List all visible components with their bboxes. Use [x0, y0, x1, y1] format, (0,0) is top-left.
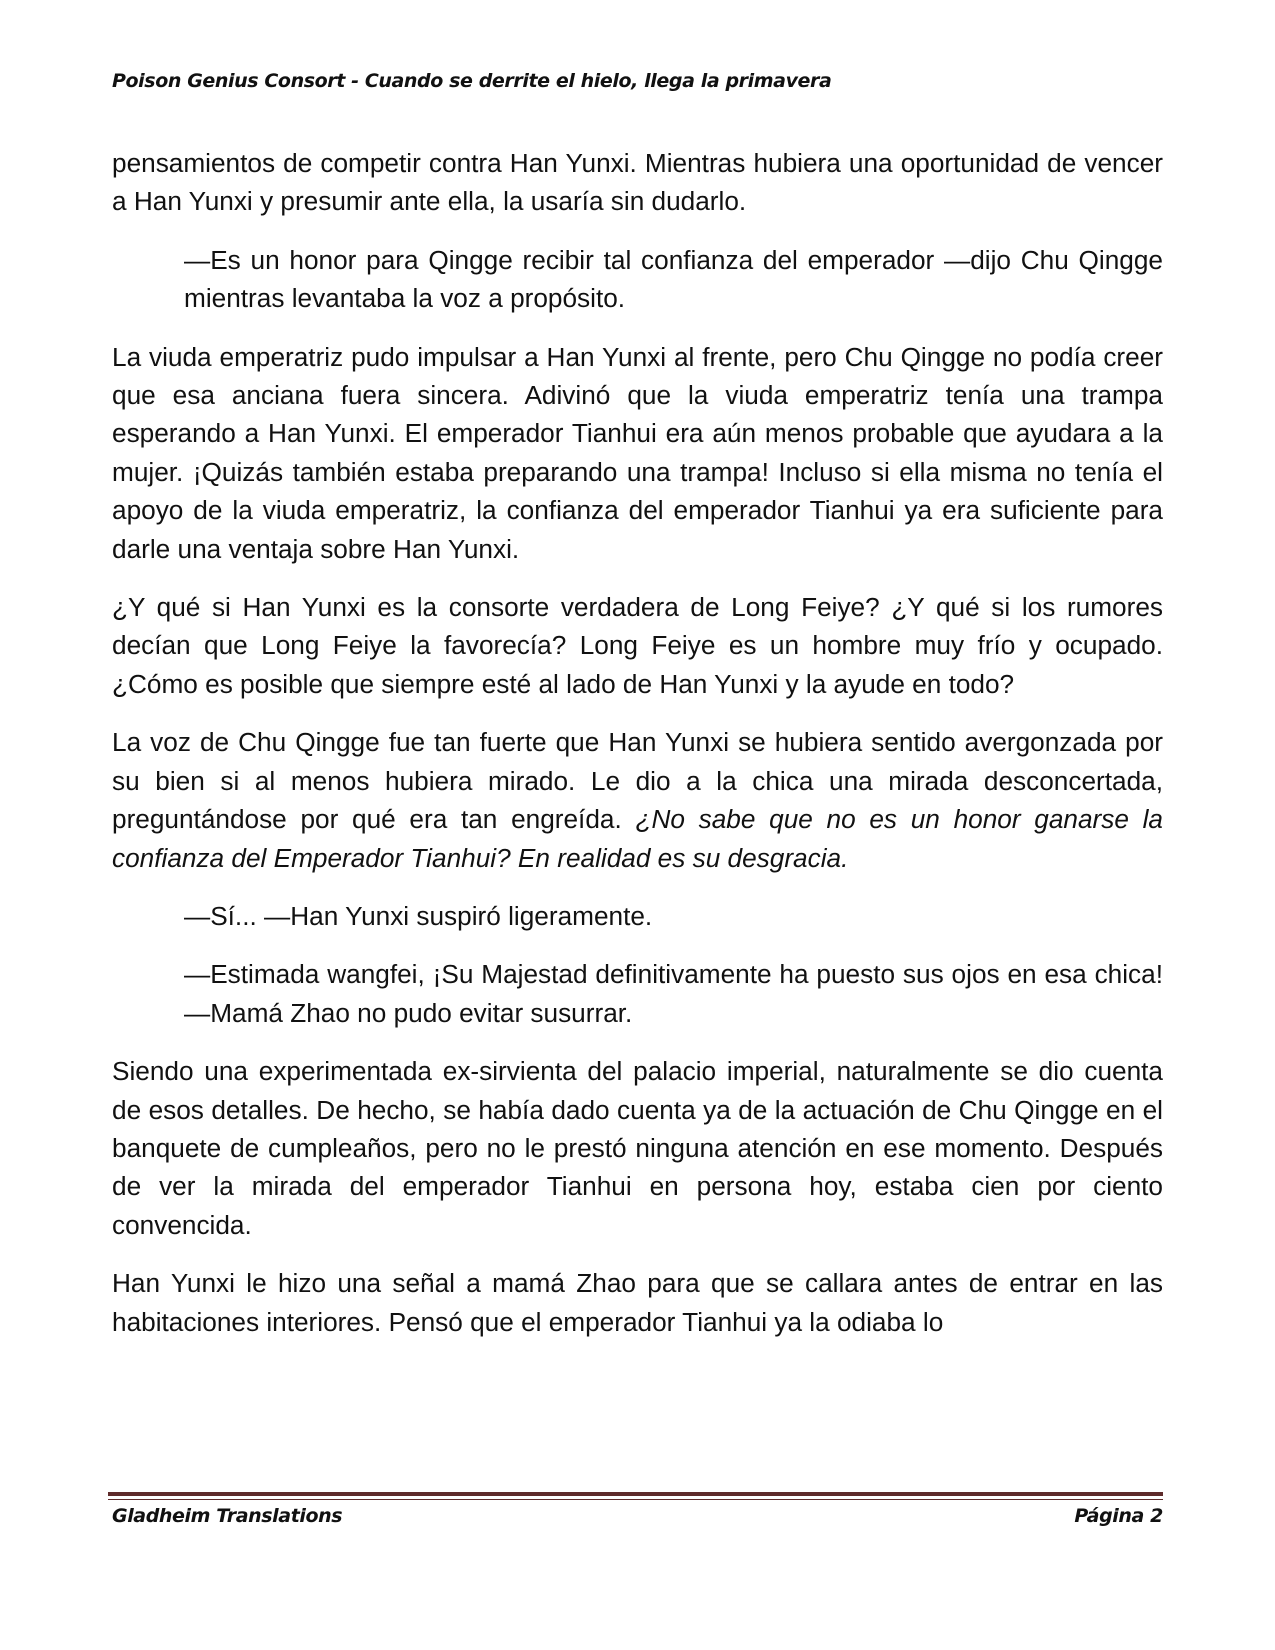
footer-translator-credit: Gladheim Translations — [112, 1505, 343, 1527]
dialogue-paragraph: —Es un honor para Qingge recibir tal confianza del emperador —dijo Chu Qingge mientras levantaba la voz a propósito. — [184, 244, 1163, 314]
paragraph: ¿Y qué si Han Yunxi es la consorte verdadera de Long Feiye? ¿Y qué si los rumores decían que Long Feiye la favorecía? Long Feiye es un hombre muy frío y ocupado. ¿Cómo es posible que siempre esté al lado de Han Yunxi y la ayude en todo? — [112, 592, 1163, 699]
paragraph: Han Yunxi le hizo una señal a mamá Zhao para que se callara antes de entrar en las habitaciones interiores. Pensó que el emperador Tianhui ya la odiaba lo — [112, 1268, 1163, 1337]
dialogue-paragraph: —Estimada wangfei, ¡Su Majestad definitivamente ha puesto sus ojos en esa chica! —Mamá Zhao no pudo evitar susurrar. — [184, 959, 1163, 1028]
footer-divider-thin — [108, 1499, 1163, 1500]
footer-divider-thick — [108, 1492, 1163, 1496]
footer-page-number: Página 2 — [1074, 1505, 1163, 1527]
paragraph: La viuda emperatriz pudo impulsar a Han Yunxi al frente, pero Chu Qingge no podía creer que esa anciana fuera sincera. Adivinó que la viuda emperatriz tenía una trampa esperando a Han Yunxi. El emperador Tianhui era aún menos probable que ayudara a la mujer. ¡Quizás también estaba preparando una trampa! Incluso si ella misma no tenía el apoyo de la viuda emperatriz, la confianza del emperador Tianhui ya era suficiente para darle una ventaja sobre Han Yunxi. — [112, 341, 1163, 564]
paragraph-italic-thought: ¿No sabe que no es un honor ganarse la confianza del Emperador Tianhui? En realidad es su desgracia. — [112, 804, 1163, 873]
page-body — [112, 144, 1163, 1361]
paragraph-text: La voz de Chu Qingge fue tan fuerte que Han Yunxi se hubiera sentido avergonzada por su bien si al menos hubiera mirado. Le dio a la chica una mirada desconcertada, preguntándose por qué era tan engreída. — [112, 727, 1163, 835]
paragraph: Siendo una experimentada ex-sirvienta del palacio imperial, naturalmente se dio cuenta de esos detalles. De hecho, se había dado cuenta ya de la actuación de Chu Qingge en el banquete de cumpleaños, pero no le prestó ninguna atención en ese momento. Después de ver la mirada del emperador Tianhui en persona hoy, estaba cien por ciento convencida. — [112, 1056, 1163, 1240]
paragraph: pensamientos de competir contra Han Yunxi. Mientras hubiera una oportunidad de vencer a Han Yunxi y presumir ante ella, la usaría sin dudarlo. — [112, 148, 1163, 217]
paragraph — [112, 723, 1163, 877]
dialogue-paragraph: —Sí... —Han Yunxi suspiró ligeramente. — [184, 900, 653, 931]
page-header-title: Poison Genius Consort - Cuando se derrite el hielo, llega la primavera — [112, 70, 832, 92]
